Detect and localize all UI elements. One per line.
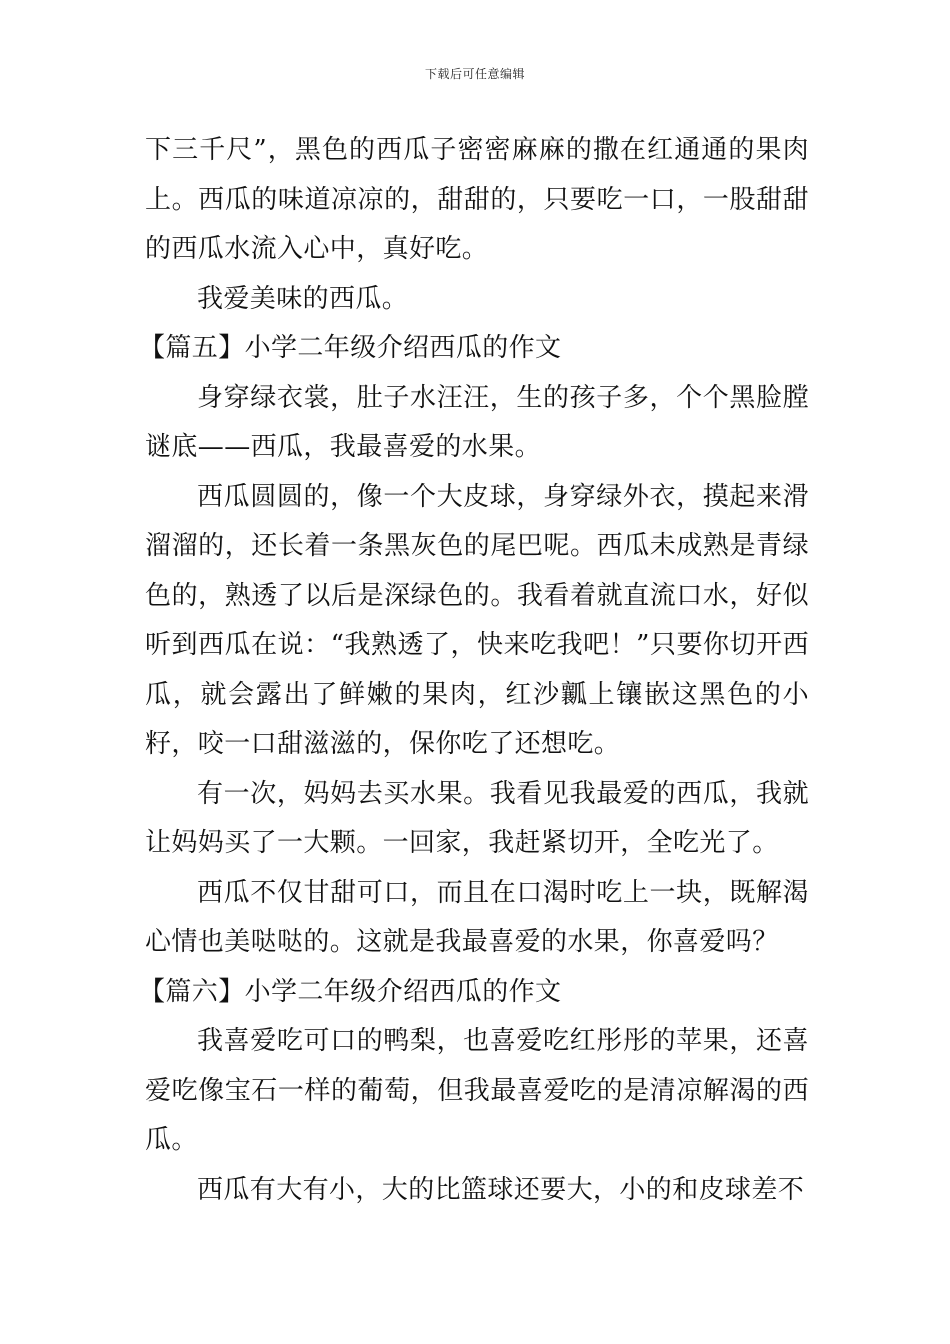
paragraph: 我喜爱吃可口的鸭梨，也喜爱吃红彤彤的苹果，还喜爱吃像宝石一样的葡萄，但我最喜爱吃的是清凉解渴的西瓜。 [145,1026,809,1155]
paragraph: 身穿绿衣裳，肚子水汪汪，生的孩子多，个个黑脸膛谜底——西瓜，我最喜爱的水果。 [145,382,809,462]
paragraph: 西瓜不仅甘甜可口，而且在口渴时吃上一块，既解渴心情也美哒哒的。这就是我最喜爱的水果，你喜爱吗？ [145,877,809,957]
page-header: 下载后可任意编辑 [424,67,525,81]
document-body [139,126,809,1215]
paragraph: 西瓜有大有小，大的比篮球还要大，小的和皮球差不 [197,1174,805,1205]
paragraph: 我爱美味的西瓜。 [197,283,409,314]
paragraph-continuation: 下三千尺”，黑色的西瓜子密密麻麻的撒在红通通的果肉上。西瓜的味道凉凉的，甜甜的，只要吃一口，一股甜甜的西瓜水流入心中，真好吃。 [145,135,809,264]
section-heading-5: 【篇五】小学二年级介绍西瓜的作文 [139,333,562,363]
paragraph: 有一次，妈妈去买水果。我看见我最爱的西瓜，我就让妈妈买了一大颗。一回家，我赶紧切开，全吃光了。 [145,778,809,858]
paragraph: 西瓜圆圆的，像一个大皮球，身穿绿外衣，摸起来滑溜溜的，还长着一条黑灰色的尾巴呢。西瓜未成熟是青绿色的，熟透了以后是深绿色的。我看着就直流口水，好似听到西瓜在说：“我熟透了，快来吃我吧！”只要你切开西瓜，就会露出了鲜嫩的果肉，红沙瓤上镶嵌这黑色的小籽，咬一口甜滋滋的，保你吃了还想吃。 [145,481,809,759]
section-heading-6: 【篇六】小学二年级介绍西瓜的作文 [139,976,562,1007]
